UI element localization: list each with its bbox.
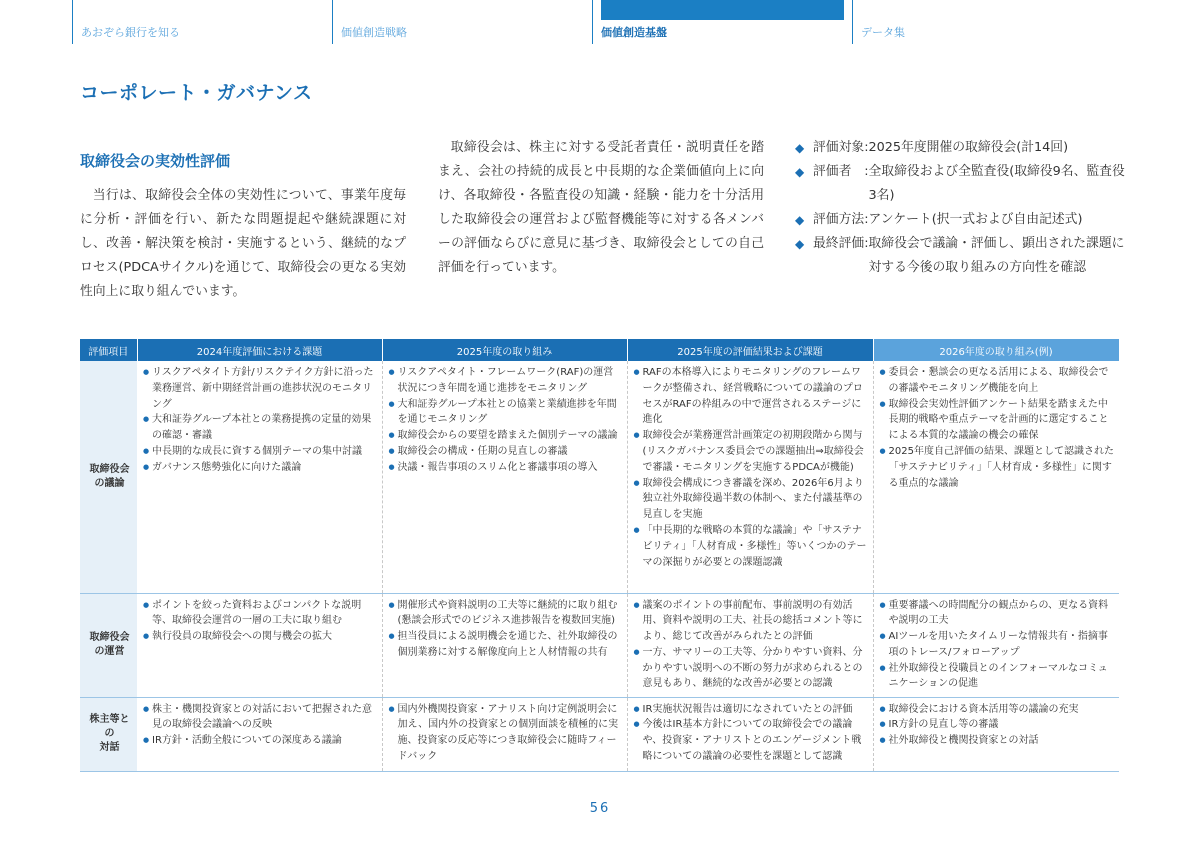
table-cell (137, 361, 382, 593)
list-item: ● IR方針・活動全般についての深度ある議論 (143, 733, 378, 749)
table-header-cell: 2024年度評価における課題 (137, 339, 382, 361)
board-paragraph: 取締役会は、株主に対する受託者責任・説明責任を踏まえ、会社の持続的成長と中長期的な企業価値向上に向け、各取締役・各監査役の知識・経験・能力を十分活用した取締役会の運営および監督機能等に対する各メンバーの評価ならびに意見に基づき、取締役会としての自己評価を行っています。 (438, 140, 764, 275)
diamond-bullet-icon: ◆ (795, 165, 805, 179)
list-item: ● IR実施状況報告は適切になされていたとの評価 (634, 702, 869, 718)
evaluation-summary (795, 136, 1125, 280)
list-item: ● リスクアペタイト・フレームワーク(RAF)の運営状況につき年間を通じ進捗をモニタリング (389, 365, 623, 397)
nav-tab-label: 価値創造基盤 (601, 26, 667, 39)
table-row-item: 株主等との 対話 (80, 697, 137, 771)
bullet-list (880, 702, 1116, 749)
table-cell (382, 361, 627, 593)
bullet-list (634, 702, 869, 765)
nav-tab-about[interactable] (72, 0, 332, 44)
table-cell (382, 593, 627, 697)
list-item: ● 取締役会の構成・任期の見直しの審議 (389, 444, 623, 460)
list-item: ● 中長期的な成長に資する個別テーマの集中討議 (143, 444, 378, 460)
table-row-item: 取締役会 の議論 (80, 361, 137, 593)
list-item: ● 社外取締役と役職員とのインフォーマルなコミュニケーションの促進 (880, 661, 1116, 693)
list-item: ● 担当役員による説明機会を通じた、社外取締役の個別業務に対する解像度向上と人材情報の共有 (389, 629, 623, 661)
list-item: ● 大和証券グループ本社との協業と業績進捗を年間を通じモニタリング (389, 397, 623, 429)
table-header-cell: 評価項目 (80, 339, 137, 361)
evaluation-row (795, 232, 1125, 280)
bullet-list (634, 598, 869, 693)
table-row-item: 取締役会 の運営 (80, 593, 137, 697)
evaluation-key: 評価方法: (813, 212, 869, 227)
list-item: ● 重要審議への時間配分の観点からの、更なる資料や説明の工夫 (880, 598, 1116, 630)
table-cell (627, 697, 873, 771)
list-item: ● ポイントを絞った資料およびコンパクトな説明等、取締役会運営の一層の工夫に取り組む (143, 598, 378, 630)
bullet-list (143, 702, 378, 749)
list-item: ● 大和証券グループ本社との業務提携の定量的効果の確認・審議 (143, 412, 378, 444)
table-cell (382, 697, 627, 771)
list-item: ● 株主・機関投資家との対話において把握された意見の取締役会議論への反映 (143, 702, 378, 734)
diamond-bullet-icon: ◆ (795, 213, 805, 227)
bullet-list (389, 702, 623, 765)
table-cell (873, 697, 1119, 771)
list-item: ● リスクアペタイト方針/リスクテイク方針に沿った業務運営、新中期経営計画の進捗状況のモニタリング (143, 365, 378, 412)
list-item: ● 議案のポイントの事前配布、事前説明の有効活用、資料や説明の工夫、社長の総括コメント等により、総じて改善がみられたとの評価 (634, 598, 869, 645)
table-cell (627, 361, 873, 593)
bullet-list (880, 598, 1116, 693)
list-item: ● 社外取締役と機関投資家との対話 (880, 733, 1116, 749)
list-item: ● 「中長期的な戦略の本質的な議論」や「サステナビリティ」「人材育成・多様性」等いくつかのテーマの深掘りが必要との課題認識 (634, 523, 869, 570)
page-number: 56 (589, 801, 611, 816)
evaluation-value: 取締役会で議論・評価し、顕出された課題に対する今後の取り組みの方向性を確認 (868, 236, 1125, 275)
bullet-list (389, 598, 623, 661)
list-item: ● AIツールを用いたタイムリーな情報共有・指摘事項のトレース/フォローアップ (880, 629, 1116, 661)
intro-paragraph: 当行は、取締役会全体の実効性について、事業年度毎に分析・評価を行い、新たな問題提起や継続課題に対し、改善・解決策を検討・実施するという、継続的なプロセス(PDCAサイクル)を通じて、取締役会の更なる実効性向上に取り組んでいます。 (80, 188, 406, 299)
table-cell (873, 593, 1119, 697)
list-item: ● 決議・報告事項のスリム化と審議事項の導入 (389, 460, 623, 476)
evaluation-value: 全取締役および全監査役(取締役9名、監査役3名) (868, 164, 1125, 203)
table-header-cell: 2026年度の取り組み(例) (873, 339, 1119, 361)
table-header-cell: 2025年度の評価結果および課題 (627, 339, 873, 361)
list-item: ● 執行役員の取締役会への関与機会の拡大 (143, 629, 378, 645)
table-row (80, 361, 1119, 593)
page-title: コーポレート・ガバナンス (80, 82, 313, 104)
evaluation-key: 評価対象: (813, 140, 869, 155)
evaluation-row (795, 160, 1125, 208)
active-tab-indicator (601, 0, 844, 20)
list-item: ● RAFの本格導入によりモニタリングのフレームワークが整備され、経営戦略についての議論のプロセスがRAFの枠組みの中で運営されるステージに進化 (634, 365, 869, 428)
evaluation-key: 最終評価: (813, 236, 869, 251)
evaluation-value: 2025年度開催の取締役会(計14回) (868, 140, 1069, 155)
list-item: ● 2025年度自己評価の結果、課題として認識された「サステナビリティ」「人材育成・多様性」に関する重点的な議論 (880, 444, 1116, 491)
section-title: 取締役会の実効性評価 (80, 152, 231, 170)
list-item: ● 取締役会実効性評価アンケート結果を踏まえた中長期的戦略や重点テーマを計画的に選定することによる本質的な議論の機会の確保 (880, 397, 1116, 444)
list-item: ● IR方針の見直し等の審議 (880, 717, 1116, 733)
evaluation-value: アンケート(択一式および自由記述式) (868, 212, 1083, 227)
table-header-row (80, 339, 1119, 361)
list-item: ● 取締役会からの要望を踏まえた個別テーマの議論 (389, 428, 623, 444)
table-body (80, 361, 1119, 771)
table-cell (137, 697, 382, 771)
diamond-bullet-icon: ◆ (795, 237, 805, 251)
diamond-bullet-icon: ◆ (795, 141, 805, 155)
nav-tab-label: あおぞら銀行を知る (81, 26, 180, 39)
evaluation-table (80, 339, 1120, 772)
bullet-list (143, 598, 378, 645)
list-item: ● 取締役会が業務運営計画策定の初期段階から関与(リスクガバナンス委員会での課題抽出⇒取締役会で審議・モニタリングを実施するPDCAが機能) (634, 428, 869, 475)
nav-tab-data[interactable] (852, 0, 1112, 44)
table-row (80, 697, 1119, 771)
top-navigation (72, 0, 1200, 44)
table-row (80, 593, 1119, 697)
table-cell (137, 593, 382, 697)
table-cell (627, 593, 873, 697)
table-cell (873, 361, 1119, 593)
bullet-list (880, 365, 1116, 491)
evaluation-key: 評価者 : (813, 164, 869, 179)
nav-tab-label: 価値創造戦略 (341, 26, 407, 39)
nav-tab-label: データ集 (861, 26, 905, 39)
list-item: ● 取締役会における資本活用等の議論の充実 (880, 702, 1116, 718)
list-item: ● 委員会・懇談会の更なる活用による、取締役会での審議やモニタリング機能を向上 (880, 365, 1116, 397)
bullet-list (634, 365, 869, 570)
bullet-list (389, 365, 623, 476)
evaluation-row (795, 136, 1125, 160)
nav-tab-value-strategy[interactable] (332, 0, 592, 44)
bullet-list (143, 365, 378, 476)
table-header-cell: 2025年度の取り組み (382, 339, 627, 361)
list-item: ● 一方、サマリーの工夫等、分かりやすい資料、分かりやすい説明への不断の努力が求められるとの意見もあり、継続的な改善が必要との認識 (634, 645, 869, 692)
evaluation-row (795, 208, 1125, 232)
list-item: ● 今後はIR基本方針についての取締役会での議論や、投資家・アナリストとのエンゲージメント戦略についての議論の必要性を課題として認識 (634, 717, 869, 764)
list-item: ● 取締役会構成につき審議を深め、2026年6月より独立社外取締役過半数の体制へ、また付議基準の見直しを実施 (634, 476, 869, 523)
list-item: ● ガバナンス態勢強化に向けた議論 (143, 460, 378, 476)
nav-tab-value-foundation[interactable] (592, 0, 852, 44)
list-item: ● 国内外機関投資家・アナリスト向け定例説明会に加え、国内外の投資家との個別面談を積極的に実施、投資家の反応等につき取締役会に随時フィードバック (389, 702, 623, 765)
list-item: ● 開催形式や資料説明の工夫等に継続的に取り組む(懇談会形式でのビジネス進捗報告を複数回実施) (389, 598, 623, 630)
